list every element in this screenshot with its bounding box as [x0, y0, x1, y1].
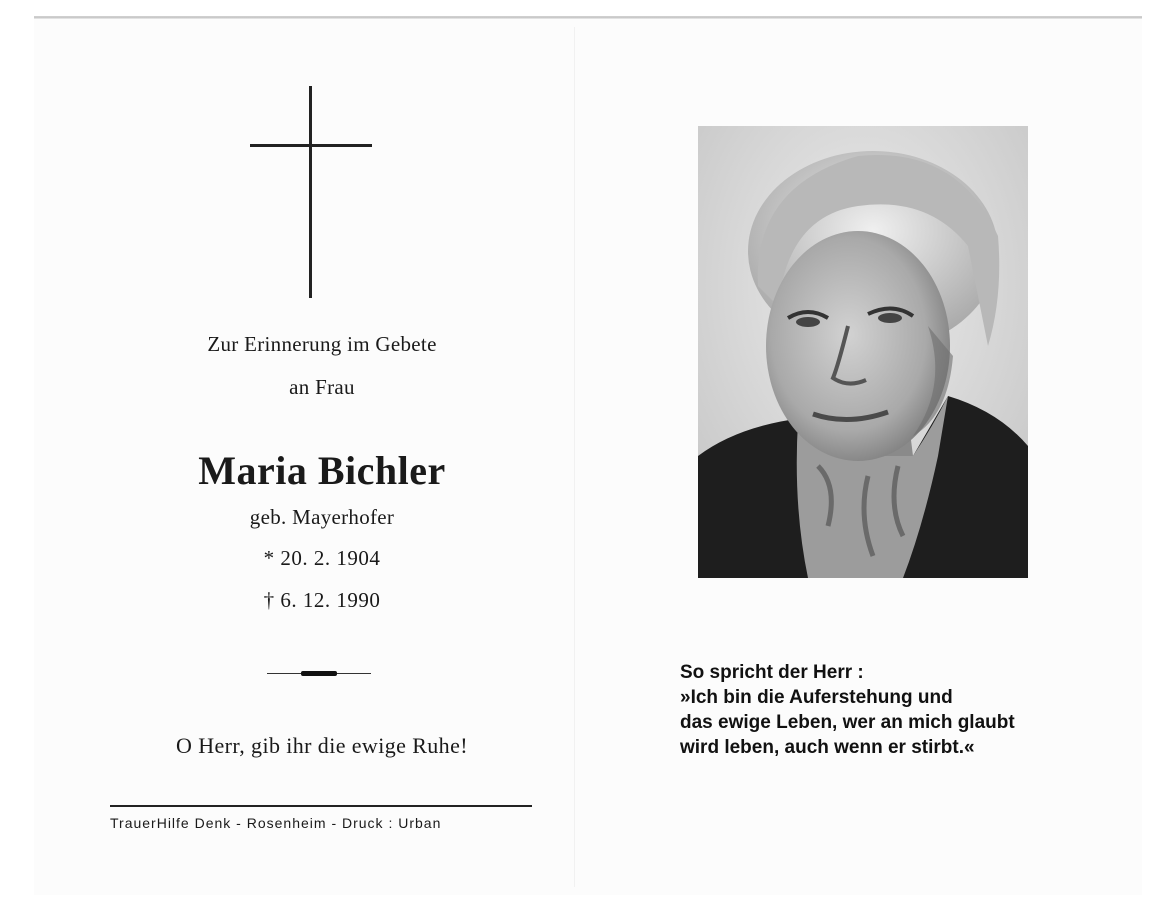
maiden-name: geb. Mayerhofer	[249, 505, 395, 529]
bible-quote	[680, 660, 1015, 760]
imprint-text: TrauerHilfe Denk - Rosenheim - Druck : Urban	[110, 815, 442, 831]
death-date: † 6. 12. 1990	[263, 588, 381, 612]
birth-date: * 20. 2. 1904	[263, 546, 381, 570]
quote-line: So spricht der Herr :	[680, 662, 864, 683]
prayer-text: O Herr, gib ihr die ewige Ruhe!	[176, 733, 468, 758]
quote-line: »Ich bin die Auferstehung und	[680, 687, 953, 708]
deceased-name: Maria Bichler	[198, 448, 446, 493]
ornament-dash	[301, 671, 337, 676]
portrait-photo	[698, 126, 1028, 578]
quote-line: das ewige Leben, wer an mich glaubt	[680, 712, 1015, 733]
card-top-edge	[34, 17, 1142, 19]
card-fold	[574, 27, 575, 887]
imprint-rule	[110, 805, 532, 807]
intro-line: Zur Erinnerung im Gebete	[207, 332, 437, 356]
intro-line-2: an Frau	[289, 375, 355, 399]
cross-vertical-bar	[309, 86, 312, 298]
portrait-image	[698, 126, 1028, 578]
quote-line: wird leben, auch wenn er stirbt.«	[680, 737, 975, 758]
cross-horizontal-bar	[250, 144, 372, 147]
